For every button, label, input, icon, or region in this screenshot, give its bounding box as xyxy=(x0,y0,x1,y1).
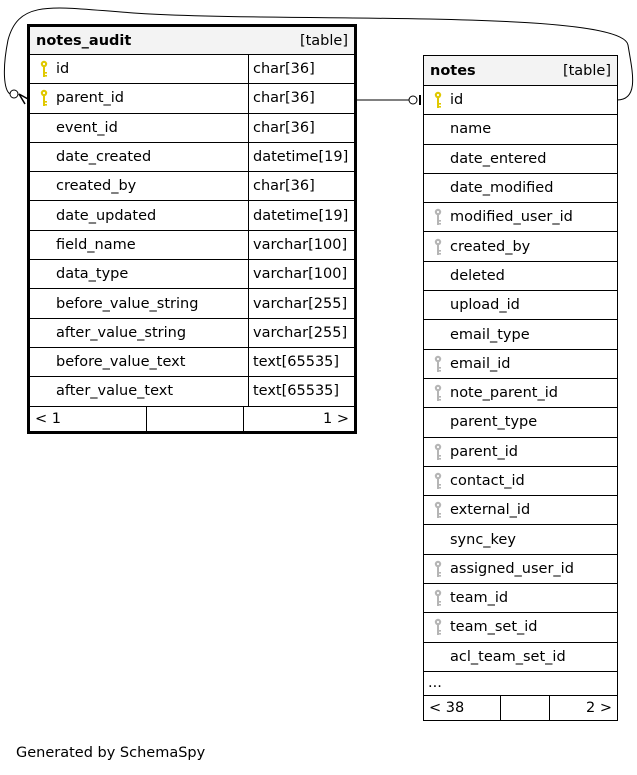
column-name xyxy=(424,525,617,553)
table-row[interactable] xyxy=(30,231,354,260)
column-name-text: event_id xyxy=(56,119,118,136)
generated-by-label: Generated by SchemaSpy xyxy=(16,745,206,761)
column-name-text: field_name xyxy=(56,236,136,253)
table-row[interactable] xyxy=(30,201,354,230)
column-name-text: date_entered xyxy=(450,150,547,167)
column-name-text: date_updated xyxy=(56,207,157,224)
footer-mid xyxy=(147,407,244,431)
key-icon xyxy=(433,443,443,461)
column-name-text: name xyxy=(450,121,492,138)
column-name xyxy=(424,643,617,671)
table-row[interactable] xyxy=(424,262,617,291)
table-row[interactable] xyxy=(30,319,354,348)
table-title: notes_audit xyxy=(36,32,132,49)
column-name xyxy=(424,467,617,495)
column-name-text: date_modified xyxy=(450,180,554,197)
table-row[interactable] xyxy=(30,289,354,318)
footer-right: 1 > xyxy=(323,410,349,427)
column-name xyxy=(424,584,617,612)
column-name-text: id xyxy=(450,92,464,109)
key-icon xyxy=(39,89,49,107)
table-notes[interactable] xyxy=(423,55,618,721)
column-name xyxy=(424,174,617,202)
table-row[interactable] xyxy=(424,467,617,496)
table-footer xyxy=(30,407,354,431)
key-icon xyxy=(433,384,443,402)
column-name-text: parent_id xyxy=(450,443,519,460)
table-kind: [table] xyxy=(562,62,611,79)
table-notes-audit[interactable] xyxy=(27,24,357,434)
table-row[interactable] xyxy=(424,379,617,408)
table-row[interactable] xyxy=(424,408,617,437)
column-name xyxy=(30,143,248,171)
column-name-text: team_id xyxy=(450,590,509,607)
table-row[interactable] xyxy=(424,115,617,144)
table-row[interactable] xyxy=(424,203,617,232)
column-name xyxy=(30,289,248,317)
table-row[interactable] xyxy=(30,55,354,84)
column-name xyxy=(424,350,617,378)
column-name xyxy=(424,291,617,319)
column-name xyxy=(30,114,248,142)
column-name-text: created_by xyxy=(56,178,137,195)
table-row[interactable] xyxy=(424,320,617,349)
column-type: varchar[100] xyxy=(248,231,354,259)
column-name xyxy=(424,320,617,348)
column-type: datetime[19] xyxy=(248,143,354,171)
column-name-text: after_value_string xyxy=(56,324,187,341)
footer-mid xyxy=(501,696,550,720)
table-row[interactable] xyxy=(424,555,617,584)
column-name-text: upload_id xyxy=(450,297,520,314)
column-name xyxy=(424,496,617,524)
column-name xyxy=(30,201,248,229)
table-row[interactable] xyxy=(30,143,354,172)
column-name xyxy=(424,203,617,231)
column-name xyxy=(424,145,617,173)
column-name-text: before_value_text xyxy=(56,354,186,371)
column-name-text: parent_id xyxy=(56,90,125,107)
table-row[interactable] xyxy=(30,172,354,201)
column-name xyxy=(30,377,248,405)
footer-left: < 38 xyxy=(424,696,501,720)
table-row[interactable] xyxy=(424,86,617,115)
table-row[interactable] xyxy=(30,114,354,143)
column-name-text: email_id xyxy=(450,355,511,372)
column-name-text: before_value_string xyxy=(56,295,199,312)
column-name-text: data_type xyxy=(56,266,129,283)
column-type: char[36] xyxy=(248,84,354,112)
table-row[interactable] xyxy=(424,584,617,613)
table-row[interactable] xyxy=(424,291,617,320)
column-name xyxy=(424,115,617,143)
table-row[interactable] xyxy=(424,643,617,672)
column-name xyxy=(30,260,248,288)
column-name-text: deleted xyxy=(450,267,505,284)
table-row[interactable] xyxy=(424,174,617,203)
key-icon xyxy=(433,618,443,636)
column-name-text: assigned_user_id xyxy=(450,560,574,577)
table-header xyxy=(424,56,617,86)
footer-right: 2 > xyxy=(586,699,612,716)
column-name xyxy=(30,319,248,347)
column-name-text: note_parent_id xyxy=(450,385,558,402)
column-name xyxy=(424,86,617,114)
column-name-text: email_type xyxy=(450,326,530,343)
column-name xyxy=(424,555,617,583)
table-row[interactable] xyxy=(424,496,617,525)
table-footer xyxy=(424,696,617,720)
column-name-text: external_id xyxy=(450,502,531,519)
more-columns: ... xyxy=(424,672,617,696)
column-name xyxy=(424,613,617,641)
key-icon xyxy=(433,91,443,109)
table-row[interactable] xyxy=(424,350,617,379)
column-name-text: team_set_id xyxy=(450,619,538,636)
key-icon xyxy=(433,560,443,578)
table-header xyxy=(30,27,354,55)
column-name xyxy=(30,84,248,112)
column-name-text: after_value_text xyxy=(56,383,174,400)
column-name xyxy=(424,438,617,466)
table-title: notes xyxy=(430,62,476,79)
relationship-optional-marker xyxy=(409,96,417,104)
relationship-optional-marker-left xyxy=(10,90,18,98)
key-icon xyxy=(433,208,443,226)
column-name-text: acl_team_set_id xyxy=(450,648,566,665)
column-name-text: parent_type xyxy=(450,414,538,431)
column-name xyxy=(30,55,248,83)
column-type: varchar[100] xyxy=(248,260,354,288)
column-name-text: date_created xyxy=(56,149,152,166)
column-type: varchar[255] xyxy=(248,289,354,317)
column-type: datetime[19] xyxy=(248,201,354,229)
column-name xyxy=(30,172,248,200)
column-type: text[65535] xyxy=(248,348,354,376)
table-row[interactable] xyxy=(30,348,354,377)
column-name-text: contact_id xyxy=(450,473,525,489)
footer-left: < 1 xyxy=(30,407,147,431)
table-row[interactable] xyxy=(424,232,617,261)
table-kind: [table] xyxy=(299,32,348,49)
column-name xyxy=(30,348,248,376)
key-icon xyxy=(433,589,443,607)
table-row[interactable] xyxy=(30,84,354,113)
table-row[interactable] xyxy=(30,377,354,406)
column-name-text: modified_user_id xyxy=(450,209,573,226)
column-name-text: sync_key xyxy=(450,531,516,548)
column-type: char[36] xyxy=(248,114,354,142)
column-name xyxy=(424,232,617,260)
table-row[interactable] xyxy=(424,438,617,467)
column-type: char[36] xyxy=(248,55,354,83)
table-row[interactable] xyxy=(424,613,617,642)
table-row[interactable] xyxy=(30,260,354,289)
key-icon xyxy=(433,238,443,256)
column-name xyxy=(424,408,617,436)
column-name xyxy=(424,262,617,290)
column-name-text: id xyxy=(56,61,70,78)
column-name xyxy=(424,379,617,407)
column-type: char[36] xyxy=(248,172,354,200)
key-icon xyxy=(433,355,443,373)
key-icon xyxy=(39,60,49,78)
column-type: varchar[255] xyxy=(248,319,354,347)
key-icon xyxy=(433,472,443,490)
key-icon xyxy=(433,501,443,519)
table-row[interactable] xyxy=(424,145,617,174)
column-name xyxy=(30,231,248,259)
table-row[interactable] xyxy=(424,525,617,554)
column-type: text[65535] xyxy=(248,377,354,405)
column-name-text: created_by xyxy=(450,238,531,255)
